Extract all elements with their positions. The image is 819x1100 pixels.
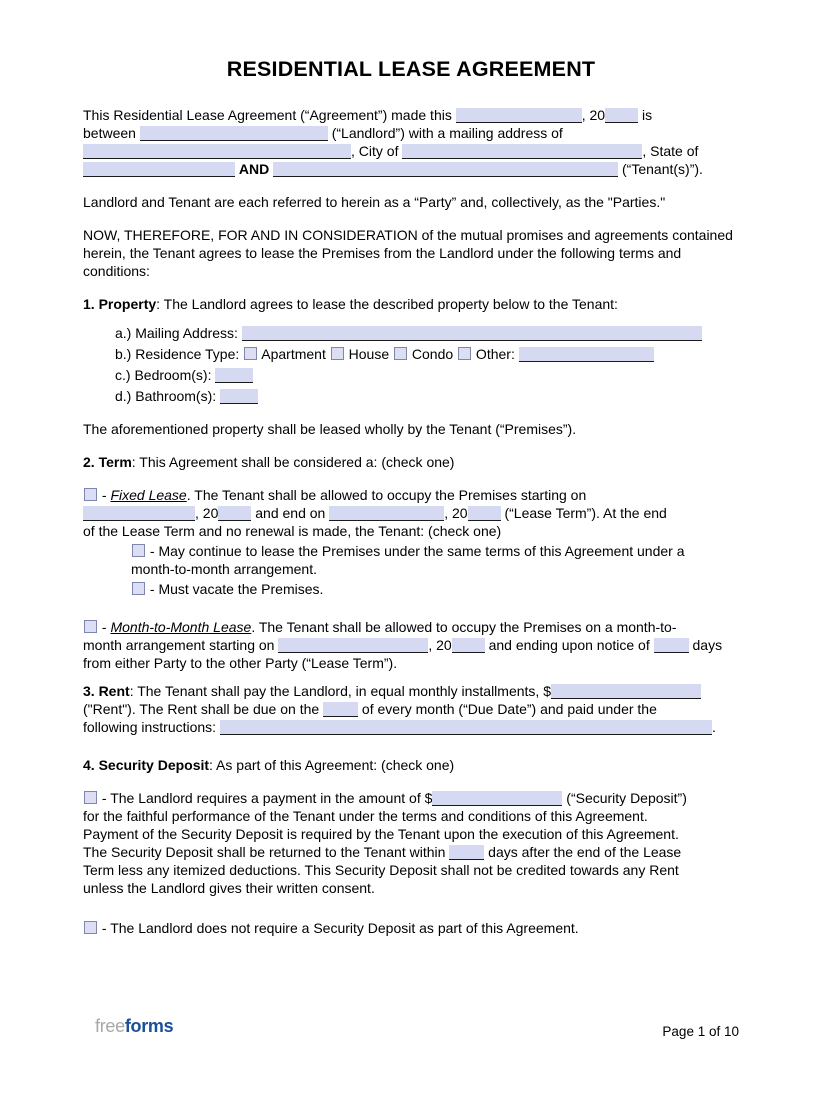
text-run: House [344,346,393,362]
list-item-residence-type [115,345,739,364]
list-item-bedrooms [115,366,739,385]
text-run: This Residential Lease Agreement (“Agreement”) made this [83,107,456,123]
option-fixed-continue [131,542,739,578]
logo-text-forms: forms [124,1016,174,1036]
text-run: days [688,637,723,653]
text-run: , 20 [444,505,468,521]
text-run: - [98,619,111,635]
text-run: for the faithful performance of the Tenant under the terms and conditions of this Agreement. [83,808,648,824]
text-run: (“Security Deposit”) [562,790,687,806]
text-run: Month-to-Month Lease [110,619,252,635]
blank-field[interactable] [83,162,235,177]
text-run: The aforementioned property shall be leased wholly by the Tenant (“Premises”). [83,421,577,437]
document-page [0,56,819,937]
paragraph-parties [83,193,739,211]
text-run: unless the Landlord gives their written consent. [83,880,375,896]
text-run: (“Landlord”) with a mailing address of [327,125,563,141]
blank-field[interactable] [323,702,358,717]
section-4-security-deposit-heading [83,756,739,774]
blank-field[interactable] [452,638,485,653]
text-run: , 20 [195,505,219,521]
list-item-mailing-address [115,324,739,343]
blank-field[interactable] [278,638,428,653]
checkbox[interactable] [132,582,145,595]
blank-field[interactable] [605,108,638,123]
text-run: 3. Rent [83,683,130,699]
option-fixed-vacate [131,580,739,598]
section-3-rent [83,682,739,736]
list-item-bathrooms [115,387,739,405]
text-run: Fixed Lease [110,487,187,503]
blank-field[interactable] [456,108,582,123]
text-run: (“Lease Term”). At the end [500,505,667,521]
text-run: - The Landlord requires a payment in the amount of $ [98,790,433,806]
paragraph-intro [83,106,739,178]
blank-field[interactable] [402,144,642,159]
text-run: Other: [472,346,519,362]
text-run: - The Landlord does not require a Security Deposit as part of this Agreement. [98,920,579,936]
checkbox[interactable] [458,347,471,360]
text-run: d.) Bathroom(s): [115,388,221,404]
blank-field[interactable] [468,506,501,521]
freeforms-logo [95,1016,173,1037]
text-run: 2. Term [83,454,132,470]
text-run: month-to-month arrangement. [131,561,317,577]
blank-field[interactable] [329,506,444,521]
text-run: of the Lease Term and no renewal is made, the Tenant: (check one) [83,523,502,539]
text-run: NOW, THEREFORE, FOR AND IN CONSIDERATION of the mutual promises and agreements contained herein, the Tenant agrees to lease the Premises from the Landlord under the following terms and conditions: [83,227,733,279]
text-run: . [711,719,716,735]
blank-field[interactable] [449,845,484,860]
text-run: Term less any itemized deductions. This Security Deposit shall not be credited towards any Rent [83,862,679,878]
paragraph-premises [83,420,739,438]
text-run: , State of [642,143,699,159]
text-run: , 20 [581,107,606,123]
text-run: - Must vacate the Premises. [146,581,324,597]
checkbox[interactable] [394,347,407,360]
text-run: b.) Residence Type: [115,346,244,362]
option-no-deposit [83,919,739,937]
section-2-term-heading [83,453,739,471]
text-run: - May continue to lease the Premises under the same terms of this Agreement under a [146,543,685,559]
paragraph-consideration [83,226,739,280]
blank-field[interactable] [519,347,654,362]
option-fixed-lease [83,486,739,540]
blank-field[interactable] [83,144,351,159]
text-run: days after the end of the Lease [484,844,682,860]
text-run: : As part of this Agreement: (check one) [209,757,455,773]
document-title: RESIDENTIAL LEASE AGREEMENT [226,57,596,81]
page-footer [0,1016,819,1100]
checkbox[interactable] [84,620,97,633]
blank-field[interactable] [220,389,258,404]
text-run: a.) Mailing Address: [115,325,242,341]
blank-field[interactable] [83,506,195,521]
text-run: AND [238,161,270,177]
text-run: : This Agreement shall be considered a: (check one) [131,454,455,470]
blank-field[interactable] [273,162,618,177]
blank-field[interactable] [242,326,702,341]
text-run: 4. Security Deposit [83,757,210,773]
text-run: - [98,487,111,503]
text-run: from either Party to the other Party (“Lease Term”). [83,655,398,671]
checkbox[interactable] [84,791,97,804]
blank-field[interactable] [140,126,328,141]
text-run: ("Rent"). The Rent shall be due on the [83,701,324,717]
text-run: Payment of the Security Deposit is required by the Tenant upon the execution of this Agreement. [83,826,679,842]
text-run: and end on [251,505,330,521]
text-run: following instructions: [83,719,220,735]
section-1-property-heading [83,295,739,313]
option-month-to-month-lease [83,618,739,672]
text-run: : The Landlord agrees to lease the described property below to the Tenant: [156,296,618,312]
blank-field[interactable] [218,506,251,521]
text-run: between [83,125,140,141]
text-run: month arrangement starting on [83,637,279,653]
text-run: , 20 [428,637,452,653]
text-run: : The Tenant shall pay the Landlord, in equal monthly installments, $ [129,683,551,699]
text-run: Apartment [258,346,330,362]
blank-field[interactable] [220,720,712,735]
text-run: is [638,107,653,123]
checkbox[interactable] [84,921,97,934]
checkbox[interactable] [84,488,97,501]
checkbox[interactable] [244,347,257,360]
blank-field[interactable] [551,684,701,699]
text-run: and ending upon notice of [484,637,654,653]
text-run: c.) Bedroom(s): [115,367,216,383]
checkbox[interactable] [132,544,145,557]
text-run: . The Tenant shall be allowed to occupy the Premises on a month-to- [251,619,677,635]
checkbox[interactable] [331,347,344,360]
text-run: of every month (“Due Date”) and paid under the [358,701,657,717]
blank-field[interactable] [654,638,689,653]
text-run: (“Tenant(s)”). [618,161,703,177]
text-run: 1. Property [83,296,157,312]
text-run: Landlord and Tenant are each referred to herein as a “Party” and, collectively, as the "Parties." [83,194,666,210]
blank-field[interactable] [215,368,253,383]
text-run: , City of [351,143,403,159]
text-run: Condo [408,346,458,362]
blank-field[interactable] [432,791,562,806]
page-number: Page 1 of 10 [662,1024,739,1039]
text-run: The Security Deposit shall be returned to the Tenant within [83,844,450,860]
logo-text-free: free [95,1016,125,1036]
text-run: . The Tenant shall be allowed to occupy the Premises starting on [186,487,587,503]
option-deposit-required [83,789,739,897]
